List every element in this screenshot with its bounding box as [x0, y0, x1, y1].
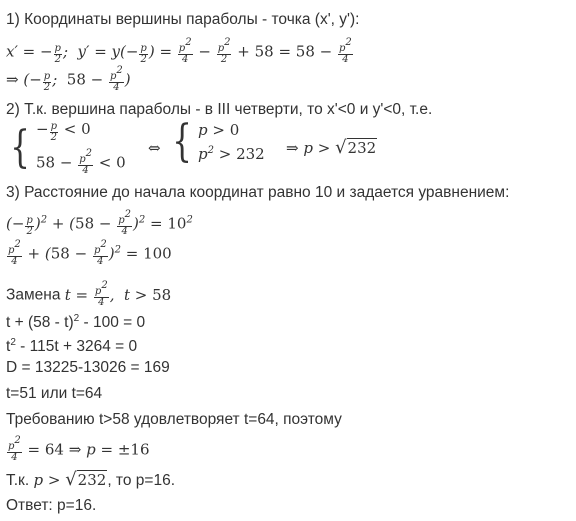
section-2-title: 2) Т.к. вершина параболы - в III четверти, то x'<0 и y'<0, т.е. — [6, 101, 433, 118]
vertex-formula: x′ = − $\frac{p}{2}$ ; y′ = y(− $\frac{p}{2}$ ) = $\frac{p2}{4}$ − $\frac{p2}{2}$ + 58 = 58 − $\frac{p2}{4}$ — [6, 37, 352, 65]
requirement-line: Требованию t>58 удовлетворяет t=64, поэтому — [6, 411, 342, 428]
equation-line-2: $t^2 - 115t + 3264 = 0$ — [6, 337, 138, 355]
inequality-system-1: { − $\frac{p}{2}$ < 0 58 − $\frac{p2}{4}$ < 0 — [10, 120, 126, 176]
answer-line: Ответ: p=16. — [6, 497, 97, 514]
p-solution: $\frac{p2}{4}$ = 64 ⇒ p = ±16 — [8, 435, 150, 463]
distance-equation: (− $\frac{p}{2}$ )$^2$ + (58 − $\frac{p2}{4}$ )$^2 = 10^2$ — [6, 209, 193, 237]
section-3-title: 3) Расстояние до начала координат равно 10 и задается уравнением: — [6, 184, 510, 201]
substitution-line: Замена t = $\frac{p2}{4}$ , t > 58 — [6, 280, 172, 308]
equation-line-1: t + (58 - t)$^2$ - 100 = 0 — [6, 313, 146, 331]
discriminant-line: D = 13225-13026 = 169 — [6, 359, 170, 376]
vertex-point: ⇒ (− $\frac{p}{2}$ ; 58 − $\frac{p2}{4}$ ) — [6, 65, 131, 93]
section-1-title: 1) Координаты вершины параболы - точка (x', y'): — [6, 11, 360, 28]
p-condition: ⇒ p > √232 — [286, 137, 377, 158]
roots-line: t=51 или t=64 — [6, 385, 103, 402]
inequality-system-2: { p > 0 $p^2 > 232$ — [172, 116, 265, 167]
conclusion-line: Т.к. p > √232, то p=16. — [6, 469, 175, 490]
equivalence-arrow: ⇔ — [148, 139, 161, 157]
distance-equation-simplified: $\frac{p2}{4}$ + (58 − $\frac{p2}{4}$ )$^2$ = 100 — [8, 239, 172, 267]
